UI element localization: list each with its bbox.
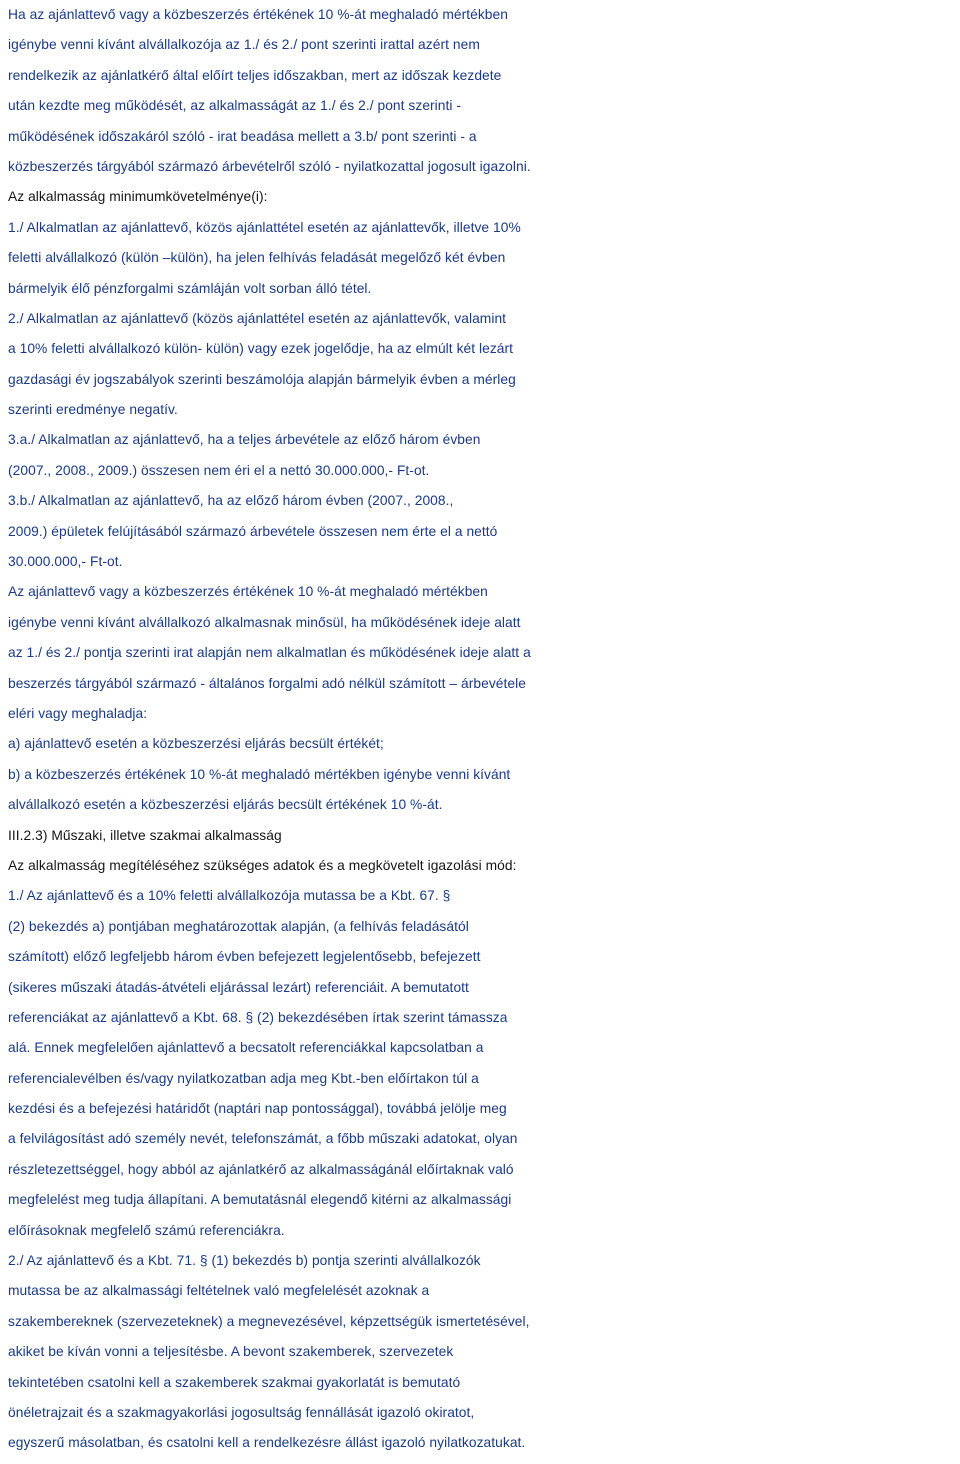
body-text-line: bármelyik élő pénzforgalmi számláján volt sorban álló tétel. [8, 280, 372, 296]
body-text-line: megfelelést meg tudja állapítani. A bemutatásnál elegendő kitérni az alkalmassági [8, 1192, 512, 1208]
body-text-line: részletezettséggel, hogy abból az ajánlatkérő az alkalmasságánál előírtaknak való [8, 1161, 514, 1177]
section-heading-line: Az alkalmasság minimumkövetelménye(i): [8, 189, 268, 205]
body-text-line: 2./ Alkalmatlan az ajánlattevő (közös ajánlattétel esetén az ajánlattevők, valamint [8, 310, 507, 326]
body-text-line: tekintetében csatolni kell a szakemberek szakmai gyakorlatát is bemutató [8, 1374, 461, 1390]
body-text-line: b) a közbeszerzés értékének 10 %-át meghaladó mértékben igénybe venni kívánt [8, 766, 511, 782]
body-text-line: gazdasági év jogszabályok szerinti beszámolója alapján bármelyik évben a mérleg [8, 371, 516, 387]
body-text-line: akiket be kíván vonni a teljesítésbe. A bevont szakemberek, szervezetek [8, 1344, 454, 1360]
section-heading-line: III.2.3) Műszaki, illetve szakmai alkalmasság [8, 827, 282, 843]
body-text-line: (2) bekezdés a) pontjában meghatározottak alapján, (a felhívás feladásától [8, 918, 469, 934]
body-text-line: után kezdte meg működését, az alkalmasságát az 1./ és 2./ pont szerinti - [8, 98, 462, 114]
section-heading-line: Az alkalmasság megítéléséhez szükséges adatok és a megkövetelt igazolási mód: [8, 857, 517, 873]
body-text-line: a) ajánlattevő esetén a közbeszerzési eljárás becsült értékét; [8, 736, 384, 752]
body-text-line: önéletrajzait és a szakmagyakorlási jogosultság fennállását igazoló okiratot, [8, 1404, 475, 1420]
body-text-line: 3.b./ Alkalmatlan az ajánlattevő, ha az előző három évben (2007., 2008., [8, 493, 454, 509]
body-text-line: eléri vagy meghaladja: [8, 705, 148, 721]
body-text-line: mutassa be az alkalmassági feltételnek való megfelelését azoknak a [8, 1283, 430, 1299]
body-text-line: igénybe venni kívánt alvállalkozója az 1./ és 2./ pont szerinti irattal azért nem [8, 37, 480, 53]
body-text-line: referenciákat az ajánlattevő a Kbt. 68. § (2) bekezdésében írtak szerint támassza [8, 1009, 508, 1025]
body-text-line: a felvilágosítást adó személy nevét, telefonszámát, a főbb műszaki adatokat, olyan [8, 1131, 518, 1147]
body-text-line: alvállalkozó esetén a közbeszerzési eljárás becsült értékének 10 %-át. [8, 797, 443, 813]
body-text-line: alá. Ennek megfelelően ajánlattevő a becsatolt referenciákkal kapcsolatban a [8, 1040, 484, 1056]
body-text-line: közbeszerzés tárgyából származó árbevételről szóló - nyilatkozattal jogosult igazolni. [8, 158, 531, 174]
body-text-line: 1./ Az ajánlattevő és a 10% feletti alvállalkozója mutassa be a Kbt. 67. § [8, 888, 451, 904]
body-text-line: beszerzés tárgyából származó - általános forgalmi adó nélkül számított – árbevétele [8, 675, 526, 691]
body-text-line: szerinti eredménye negatív. [8, 402, 178, 418]
body-text-line: kezdési és a befejezési határidőt (naptári nap pontossággal), továbbá jelölje meg [8, 1101, 507, 1117]
body-text-line: Az ajánlattevő vagy a közbeszerzés értékének 10 %-át meghaladó mértékben [8, 584, 488, 600]
body-text-line: egyszerű másolatban, és csatolni kell a rendelkezésre állást igazoló nyilatkozatukat. [8, 1435, 526, 1451]
body-text-line: 2./ Az ajánlattevő és a Kbt. 71. § (1) bekezdés b) pontja szerinti alvállalkozók [8, 1253, 481, 1269]
body-text-line: (2007., 2008., 2009.) összesen nem éri el a nettó 30.000.000,- Ft-ot. [8, 462, 430, 478]
body-text-line: előírásoknak megfelelő számú referenciákra. [8, 1222, 285, 1238]
body-text-line: számított) előző legfeljebb három évben befejezett legjelentősebb, befejezett [8, 949, 481, 965]
body-text-line: a 10% feletti alvállalkozó külön- külön) vagy ezek jogelődje, ha az elmúlt két lezárt [8, 341, 514, 357]
body-text-line: feletti alvállalkozó (külön –külön), ha jelen felhívás feladását megelőző két évben [8, 250, 506, 266]
body-text-line: igénybe venni kívánt alvállalkozó alkalmasnak minősül, ha működésének ideje alatt [8, 614, 521, 630]
body-text-line: szakembereknek (szervezeteknek) a megnevezésével, képzettségük ismertetésével, [8, 1313, 530, 1329]
body-text-line: 1./ Alkalmatlan az ajánlattevő, közös ajánlattétel esetén az ajánlattevők, illetve 10% [8, 219, 521, 235]
body-text-line: 30.000.000,- Ft-ot. [8, 554, 123, 570]
body-text-line: 3.a./ Alkalmatlan az ajánlattevő, ha a teljes árbevétele az előző három évben [8, 432, 481, 448]
body-text-line: Ha az ajánlattevő vagy a közbeszerzés értékének 10 %-át meghaladó mértékben [8, 7, 508, 22]
body-text-line: (sikeres műszaki átadás-átvételi eljárással lezárt) referenciáit. A bemutatott [8, 979, 469, 995]
body-text-line: rendelkezik az ajánlatkérő által előírt teljes időszakban, mert az időszak kezdete [8, 67, 502, 83]
body-text-line: 2009.) épületek felújításából származó árbevétele összesen nem érte el a nettó [8, 523, 498, 539]
body-text-line: az 1./ és 2./ pontja szerinti irat alapján nem alkalmatlan és működésének ideje alatt a [8, 645, 531, 661]
body-text-line: referencialevélben és/vagy nyilatkozatban adja meg Kbt.-ben előírtakon túl a [8, 1070, 479, 1086]
body-text-line: működésének időszakáról szóló - irat beadása mellett a 3.b/ pont szerinti - a [8, 128, 477, 144]
